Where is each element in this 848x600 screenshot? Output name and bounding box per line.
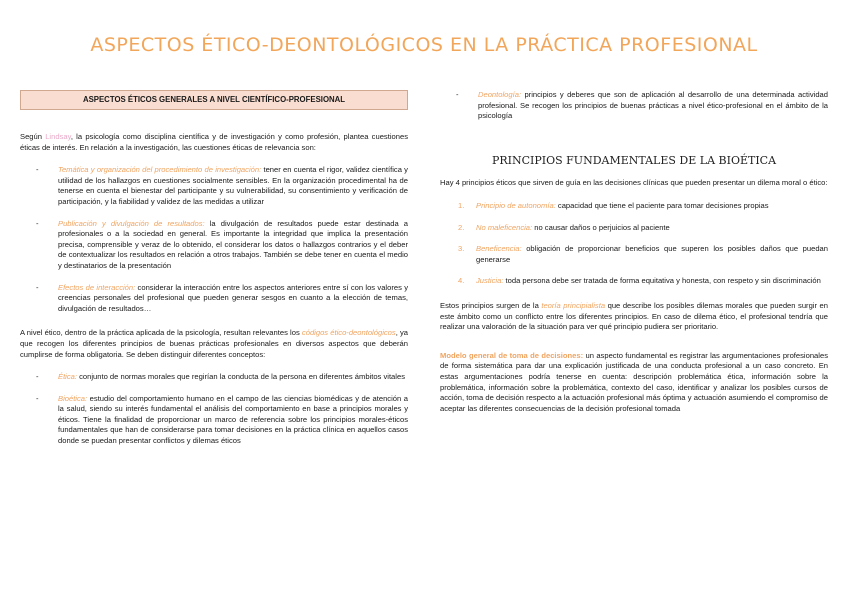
list-item: - Bioética: estudio del comportamiento humano en el campo de las ciencias biomédicas y de atención a la salud, siendo su interés fundamental el análisis del comportamiento en base a principios morales y éticos. Tiene la finalidad de proporcionar un marco de referencia sobre los principios morales-éticos fundamentales que han de considerarse para tomar decisiones en la práctica clínica en aquellos casos donde se puedan presentar conflictos y dilemas éticos — [36, 393, 408, 446]
list-item: - Ética: conjunto de normas morales que regirían la conducta de la persona en diferentes ámbitos vitales — [36, 372, 405, 382]
author-name: Lindsay — [45, 132, 71, 141]
right-column — [440, 90, 828, 414]
left-column — [20, 86, 408, 458]
list-item: - Efectos de interacción: considerar la interacción entre los aspectos anteriores entre sí con los valores y creencias personales del profesional que pueden generar sesgos en cuanto a la elección de temas, divulgación de resultados… — [36, 282, 408, 313]
decision-model-paragraph: Modelo general de toma de decisiones: un aspecto fundamental es registrar las argumentaciones profesionales de forma sistemática para dar una explicación justificada de una conducta profesional a un caso concreto. En estas argumentaciones podría tenerse en cuenta: descripción problemática ética, información sobre la problemática, información sobre la problemática, contexto del caso, identificar y analizar los posibles cursos de acción, toma de decisión respecto a la actuación profesional más óptima y actuación asumiendo el compromiso de aceptar las diferentes consecuencias de la decisión profesional tomada — [440, 350, 828, 413]
deontologia-item: - Deontología: principios y deberes que son de aplicación al desarrollo de una determinada actividad profesional. Se recogen los principios de buenas prácticas a nivel ético-profesional en el ámbito de la psicología — [456, 90, 828, 121]
codes-paragraph: A nivel ético, dentro de la práctica aplicada de la psicología, resultan relevantes los códigos ético-deontológicos, ya que recogen los diferentes principios de buenas prácticas profesionales en diversos aspectos que deberán cumplirse de forma obligatoria. Se deben distinguir diferentes conceptos: — [20, 328, 408, 359]
list-item: - Temática y organización del procedimiento de investigación: tener en cuenta el rigor, validez científica y utilidad de los hallazgos en cuestiones socialmente sensibles. En la organización procedimental ha de tenerse en cuenta el bienestar del participante y su vulnerabilidad, su consentimiento y verificación de participación, y la fiabilidad y validez de las medidas a utilizar — [36, 165, 408, 206]
principles-list — [440, 201, 828, 287]
research-issues-list — [20, 165, 408, 314]
list-item: 4. Justicia: toda persona debe ser tratada de forma equitativa y honesta, con respeto y sin discriminación — [458, 276, 821, 286]
bioethics-heading: PRINCIPIOS FUNDAMENTALES DE LA BIOÉTICA — [491, 153, 777, 167]
intro-paragraph: Según Lindsay, la psicología como disciplina científica y de investigación y como profesión, plantea cuestiones éticas de interés. En relación a la investigación, las cuestiones éticas de relevancia son: — [20, 132, 408, 152]
section-header-box: ASPECTOS ÉTICOS GENERALES A NIVEL CIENTÍFICO-PROFESIONAL — [20, 90, 408, 110]
list-item: - Publicación y divulgación de resultados: la divulgación de resultados puede estar destinada a profesionales o a la sociedad en general. Es importante la integridad que implica la presentación precisa, comprensible y veraz de lo obtenido, el considerar los datos o hallazgos contrarios y el deber de contextualizar los resultados en relación a otros trabajos. También se debe tener en cuenta el medio y destinatarios de la presentación — [36, 218, 408, 270]
list-item: 2. No maleficencia: no causar daños o perjuicios al paciente — [458, 222, 670, 232]
list-item: 3. Beneficencia: obligación de proporcionar beneficios que superen los posibles daños que puedan generarse — [458, 244, 828, 264]
page-title: ASPECTOS ÉTICO-DEONTOLÓGICOS EN LA PRÁCTICA PROFESIONAL — [90, 34, 758, 56]
list-item: 1. Principio de autonomía: capacidad que tiene el paciente para tomar decisiones propias — [458, 200, 769, 210]
principles-intro: Hay 4 principios éticos que sirven de guía en las decisiones clínicas que pueden presentar un dilema moral o ético: — [440, 178, 828, 188]
dilema-paragraph: Estos principios surgen de la teoría principialista que describe los posibles dilemas morales que pueden surgir en este ámbito como un conflicto entre los diferentes principios. En caso de dilema ético, el profesional tendría que realizar una valoración de la situación para ver qué principio pudiera ser prioritario. — [440, 300, 828, 332]
concepts-list — [20, 372, 408, 447]
